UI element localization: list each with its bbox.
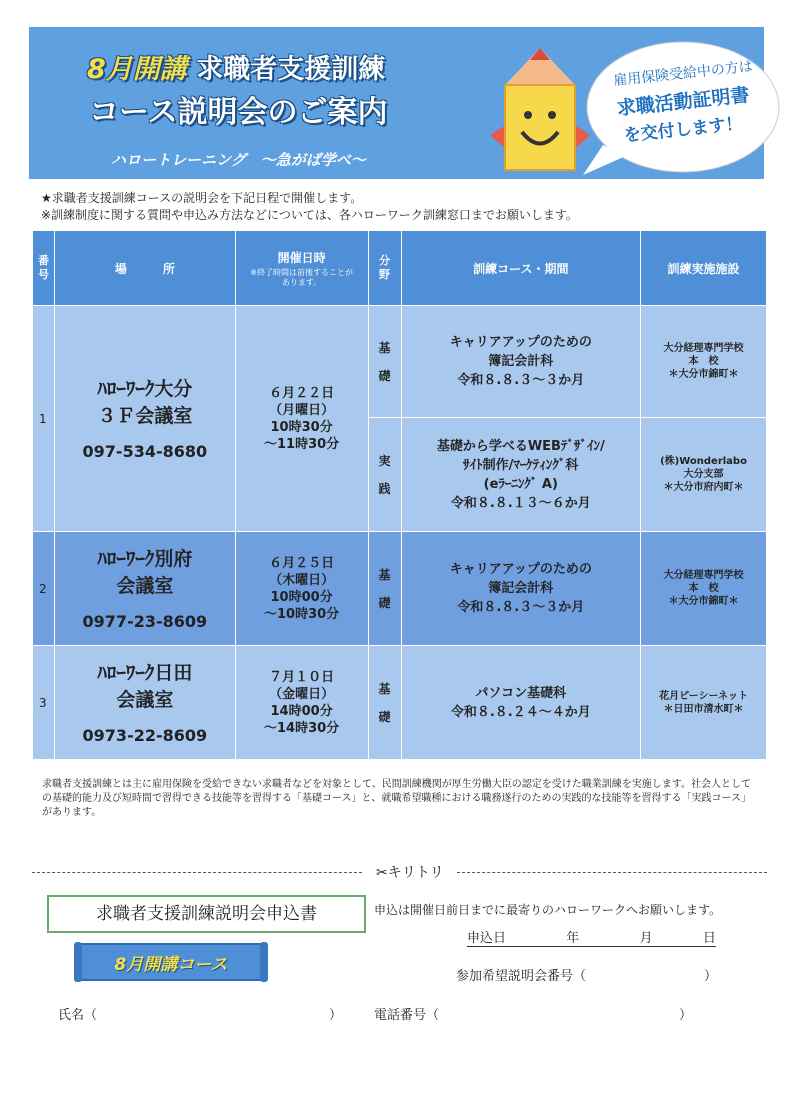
banner-title-accent: 8月開講 (87, 54, 187, 85)
row-field: 基 礎 (368, 306, 401, 418)
place-room: 会議室 (116, 689, 174, 711)
row-facility: 大分経理専門学校 本 校 ＊大分市錦町＊ (641, 306, 767, 418)
cut-line (32, 862, 767, 882)
row-number: 3 (33, 646, 55, 760)
date-weekday: （木曜日） (269, 572, 335, 588)
name-field[interactable]: 氏名（ ） (58, 1008, 343, 1023)
year-label: 年 (566, 931, 580, 946)
place-phone: 0977-23-8609 (82, 612, 208, 631)
col-header-course: 訓練コース・期間 (401, 231, 641, 306)
row-course: パソコン基礎科 令和８.８.２４～４か月 (401, 646, 641, 760)
date-weekday: （金曜日） (269, 686, 335, 702)
banner-title-line1 (87, 47, 385, 86)
date-day: ６月２５日 (269, 555, 335, 571)
banner-subtitle: ハロートレーニング ～急がば学べ～ (111, 151, 366, 169)
course-ribbon (74, 940, 268, 985)
schedule-table (32, 230, 767, 760)
banner-title-rest: 求職者支援訓練 (196, 54, 386, 85)
row-date (235, 532, 368, 646)
col-header-place: 場 所 (54, 231, 235, 306)
bubble-line1: 雇用保険受給中の方は (612, 58, 754, 90)
place-name: ﾊﾛｰﾜｰｸ日田 (97, 662, 193, 684)
application-date[interactable] (467, 927, 716, 947)
note-line: ※訓練制度に関する質問や申込み方法などについては、各ハローワーク訓練窓口までお願いします。 (41, 208, 578, 222)
row-place (54, 532, 235, 646)
table-row (33, 532, 767, 646)
banner-title-line2: コース説明会のご案内 (89, 95, 388, 130)
session-number-field[interactable]: 参加希望説明会番号（ ） (456, 969, 718, 984)
form-title: 求職者支援訓練説明会申込書 (47, 895, 366, 933)
date-header-label: 開催日時 (277, 250, 326, 265)
row-facility: (株)Wonderlabo 大分支部 ＊大分市府内町＊ (641, 418, 767, 532)
date-header-note: ※終了時間は前後することがあります。 (250, 267, 353, 287)
bubble-line3: を交付します！ (623, 113, 744, 147)
ribbon-label: 8月開講コース (114, 955, 228, 975)
table-header-row (33, 231, 767, 306)
col-header-facility: 訓練実施施設 (641, 231, 767, 306)
table-row (33, 646, 767, 760)
place-phone: 0973-22-8609 (82, 726, 208, 745)
row-field: 基 礎 (368, 646, 401, 760)
row-facility: 花月ピーシーネット ＊日田市清水町＊ (641, 646, 767, 760)
row-number: 2 (33, 532, 55, 646)
dashed-line-right (457, 872, 767, 873)
row-field: 基 礎 (368, 532, 401, 646)
col-header-number: 番号 (33, 231, 55, 306)
date-time-start: 14時00分 (270, 703, 333, 719)
date-time-start: 10時30分 (270, 419, 333, 435)
place-name: ﾊﾛｰﾜｰｸ別府 (97, 548, 193, 570)
table-row (33, 306, 767, 418)
date-day: ７月１０日 (269, 669, 335, 685)
row-field: 実 践 (368, 418, 401, 532)
date-time-start: 10時00分 (270, 589, 333, 605)
place-room: ３Ｆ会議室 (97, 405, 193, 427)
row-course: キャリアアップのための 簿記会計科 令和８.８.３～３か月 (401, 532, 641, 646)
row-course: キャリアアップのための 簿記会計科 令和８.８.３～３か月 (401, 306, 641, 418)
date-weekday: （月曜日） (269, 402, 335, 418)
bubble-line2: 求職活動証明書 (615, 84, 751, 120)
month-label: 月 (639, 931, 653, 946)
speech-bubble (583, 35, 783, 180)
day-label: 日 (702, 931, 716, 946)
training-description: 求職者支援訓練とは主に雇用保険を受給できない求職者などを対象として、民間訓練機関が厚生労働大臣の認定を受けた職業訓練を実施します。社会人としての基礎的能力及び短時間で習得できる技能等を習得する「基礎コース」と、就職希望職種における職務遂行のための実践的な技能等を習得する「実践コース」があります。 (42, 779, 751, 818)
row-facility: 大分経理専門学校 本 校 ＊大分市錦町＊ (641, 532, 767, 646)
row-date (235, 646, 368, 760)
date-time-end: ～10時30分 (264, 606, 340, 622)
place-name: ﾊﾛｰﾜｰｸ大分 (97, 378, 193, 400)
row-place (54, 306, 235, 532)
row-course: 基礎から学べるWEBﾃﾞｻﾞｲﾝ/ ｻｲﾄ制作/ﾏｰｹﾃｨﾝｸﾞ科 (eﾗｰﾆﾝｸﾞ A) 令和８.８.１３～６か月 (401, 418, 641, 532)
row-number: 1 (33, 306, 55, 532)
date-day: ６月２２日 (269, 385, 335, 401)
place-phone: 097-534-8680 (82, 442, 208, 461)
row-date (235, 306, 368, 532)
dashed-line-left (32, 872, 362, 873)
col-header-date (235, 231, 368, 306)
date-label: 申込日 (467, 931, 507, 946)
row-place (54, 646, 235, 760)
place-room: 会議室 (116, 575, 174, 597)
phone-field[interactable]: 電話番号（ ） (374, 1008, 693, 1023)
date-time-end: ～11時30分 (264, 436, 340, 452)
note-line: ★求職者支援訓練コースの説明会を下記日程で開催します。 (41, 191, 363, 205)
cut-label: ✂キリトリ (376, 862, 444, 882)
intro-notes (41, 190, 578, 224)
date-time-end: ～14時30分 (264, 720, 340, 736)
form-note: 申込は開催日前日までに最寄りのハローワークへお願いします。 (374, 903, 722, 917)
col-header-field: 分野 (368, 231, 401, 306)
